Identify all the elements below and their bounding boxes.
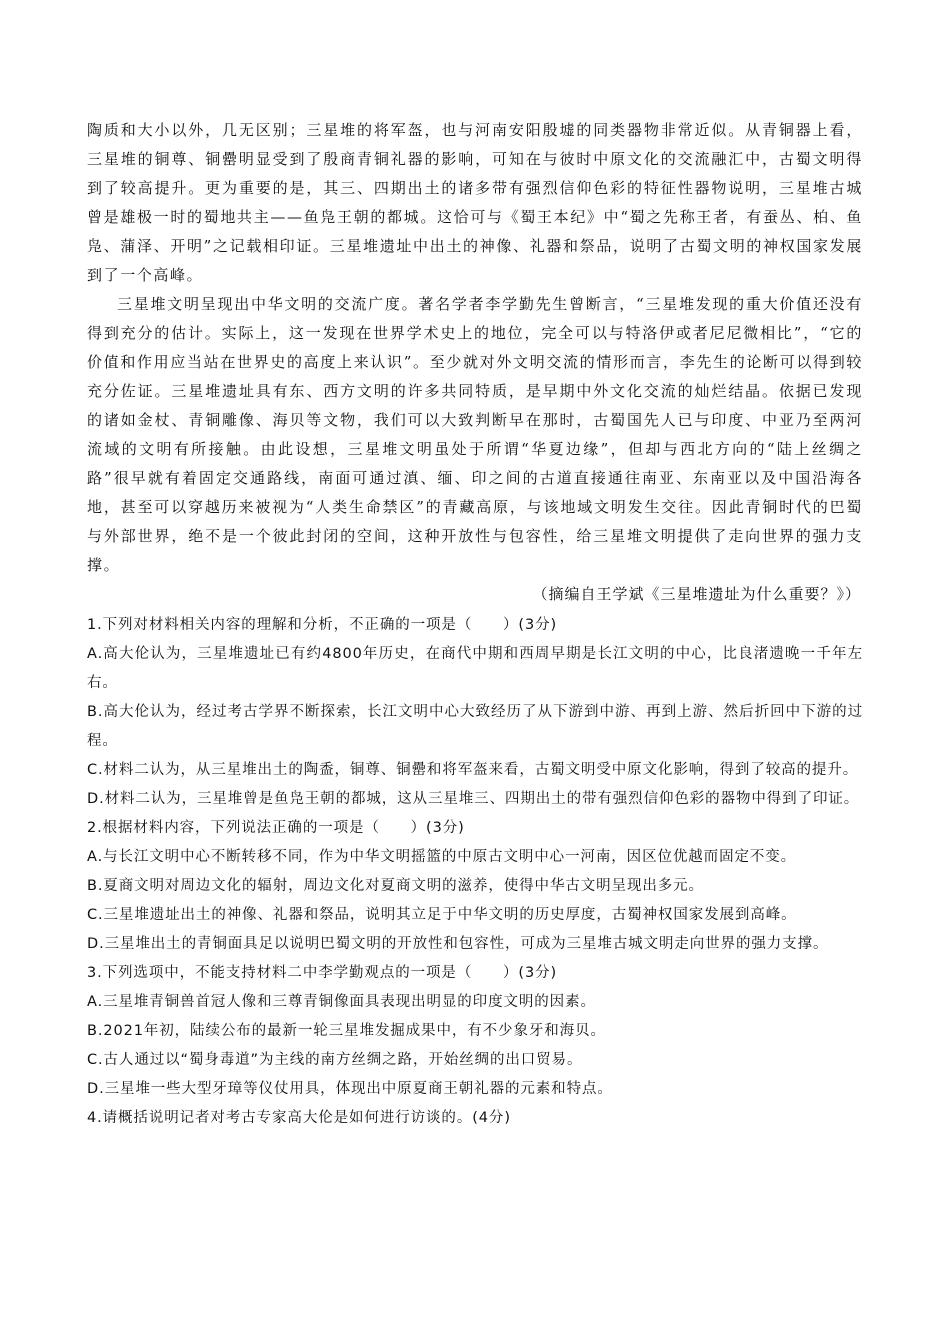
question-stem: 3.下列选项中，不能支持材料二中李学勤观点的一项是（ ）(3分) <box>87 965 558 981</box>
question-3 <box>87 959 863 1104</box>
option-c: C.古人通过以“蜀身毒道”为主线的南方丝绸之路，开始丝绸的出口贸易。 <box>87 1052 583 1068</box>
option-d: D.三星堆一些大型牙璋等仪仗用具，体现出中原夏商王朝礼器的元素和特点。 <box>87 1081 613 1097</box>
option-b: B.2021年初，陆续公布的最新一轮三星堆发掘成果中，有不少象牙和海贝。 <box>87 1023 606 1039</box>
option-a: A.三星堆青铜兽首冠人像和三尊青铜像面具表现出明显的印度文明的因素。 <box>87 994 596 1010</box>
question-2 <box>87 814 863 959</box>
option-c: C.三星堆遗址出土的神像、礼器和祭品，说明其立足于中华文明的历史厚度，古蜀神权国家发展到高峰。 <box>87 907 797 923</box>
passage-paragraph: 三星堆文明呈现出中华文明的交流广度。著名学者李学勤先生曾断言，“三星堆发现的重大价值还没有得到充分的估计。实际上，这一发现在世界学术史上的地位，完全可以与特洛伊或者尼尼微相比”，“它的价值和作用应当站在世界史的高度上来认识”。至少就对外文明交流的情形而言，李先生的论断可以得到较充分佐证。三星堆遗址具有东、西方文明的许多共同特质，是早期中外文化交流的灿烂结晶。依据已发现的诸如金杖、青铜雕像、海贝等文物，我们可以大致判断早在那时，古蜀国先人已与印度、中亚乃至两河流域的文明有所接触。由此设想，三星堆文明虽处于所谓“华夏边缘”，但却与西北方向的“陆上丝绸之路”很早就有着固定交通路线，南面可通过滇、缅、印之间的古道直接通往南亚、东南亚以及中国沿海各地，甚至可以穿越历来被视为“人类生命禁区”的青藏高原，与该地域文明发生交往。因此青铜时代的巴蜀与外部世界，绝不是一个彼此封闭的空间，这种开放性与包容性，给三星堆文明提供了走向世界的强力支撑。 <box>87 295 863 574</box>
question-stem: 1.下列对材料相关内容的理解和分析，不正确的一项是（ ）(3分) <box>87 617 558 633</box>
question-list <box>87 611 863 1133</box>
question-stem: 2.根据材料内容，下列说法正确的一项是（ ）(3分) <box>87 820 465 836</box>
option-b: B.高大伦认为，经过考古学界不断探索，长江文明中心大致经历了从下游到中游、再到上游、然后折回中下游的过程。 <box>87 704 863 749</box>
passage-paragraph: 陶质和大小以外，几无区别；三星堆的将军盔，也与河南安阳殷墟的同类器物非常近似。从青铜器上看，三星堆的铜尊、铜罍明显受到了殷商青铜礼器的影响，可知在与彼时中原文化的交流融汇中，古蜀文明得到了较高提升。更为重要的是，其三、四期出土的诸多带有强烈信仰色彩的特征性器物说明，三星堆古城曾是雄极一时的蜀地共主——鱼凫王朝的都城。这恰可与《蜀王本纪》中“蜀之先称王者，有蚕丛、柏、鱼凫、蒲泽、开明”之记载相印证。三星堆遗址中出土的神像、礼器和祭品，说明了古蜀文明的神权国家发展到了一个高峰。 <box>87 121 863 284</box>
question-stem: 4.请概括说明记者对考古专家高大伦是如何进行访谈的。(4分) <box>87 1110 511 1126</box>
exam-page <box>87 116 863 1133</box>
option-a: A.高大伦认为，三星堆遗址已有约4800年历史，在商代中期和西周早期是长江文明的中心，比良渚遗晚一千年左右。 <box>87 646 863 691</box>
question-1 <box>87 611 863 814</box>
option-c: C.材料二认为，从三星堆出土的陶盉，铜尊、铜罍和将军盔来看，古蜀文明受中原文化影响，得到了较高的提升。 <box>87 762 859 778</box>
option-a: A.与长江文明中心不断转移不同，作为中华文明摇篮的中原古文明中心一河南，因区位优越而固定不变。 <box>87 849 797 865</box>
passage-source: （摘编自王学斌《三星堆遗址为什么重要？》） <box>532 585 861 603</box>
option-d: D.材料二认为，三星堆曾是鱼凫王朝的都城，这从三星堆三、四期出土的带有强烈信仰色彩的器物中得到了印证。 <box>87 791 860 807</box>
reading-passage <box>87 116 863 609</box>
option-b: B.夏商文明对周边文化的辐射，周边文化对夏商文明的滋养，使得中华古文明呈现出多元。 <box>87 878 704 894</box>
option-d: D.三星堆出土的青铜面具足以说明巴蜀文明的开放性和包容性，可成为三星堆古城文明走向世界的强力支撑。 <box>87 936 829 952</box>
question-4 <box>87 1104 863 1133</box>
